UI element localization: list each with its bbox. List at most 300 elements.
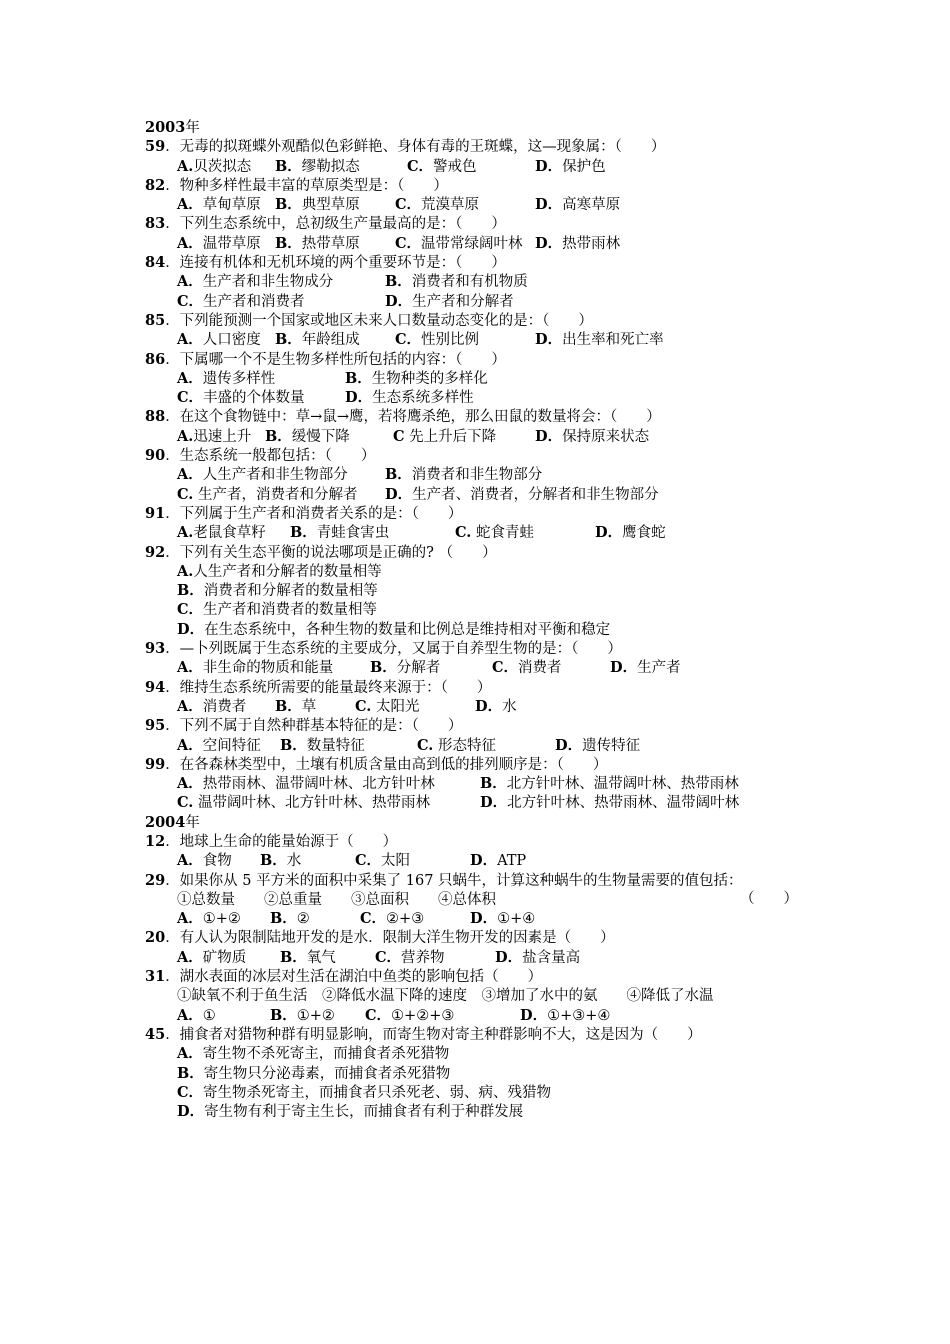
- answer-blank: （ ）: [740, 890, 798, 907]
- option-text: 生产者和消费者的数量相等: [203, 602, 378, 619]
- answer-option: [345, 369, 488, 389]
- question-number: 45: [145, 1025, 166, 1043]
- answer-option: [360, 909, 424, 929]
- answer-option: [385, 272, 528, 292]
- option-letter: B．: [480, 775, 507, 793]
- question-text: ．连接有机体和无机环境的两个重要环节是：（ ）: [165, 255, 506, 272]
- question-number: 59: [145, 138, 166, 156]
- option-text: 消费者和分解者的数量相等: [203, 583, 378, 600]
- question-stem: [145, 446, 825, 465]
- option-letter: D．: [177, 620, 205, 638]
- option-letter: D．: [535, 157, 563, 175]
- option-text: 消费者: [518, 660, 562, 677]
- answer-option: [177, 1102, 523, 1122]
- answer-option: [375, 948, 445, 968]
- option-text: 空间特征: [202, 737, 261, 754]
- option-letter: A.: [177, 562, 194, 580]
- question-number: 99: [145, 755, 166, 773]
- option-row: [145, 427, 825, 446]
- option-text: 热带草原: [301, 235, 360, 252]
- option-letter: A．: [177, 273, 203, 291]
- question-stem: [145, 639, 825, 658]
- option-row: [145, 697, 825, 716]
- option-row: [145, 736, 825, 755]
- option-letter: D．: [535, 331, 563, 349]
- answer-option: [177, 330, 261, 350]
- question-text: ．物种多样性最丰富的草原类型是：（ ）: [165, 177, 448, 194]
- question-text: ．无毒的拟斑蝶外观酷似色彩鲜艳、身体有毒的王斑蝶，这—现象属：（ ）: [165, 139, 666, 156]
- option-text: 鹰食蛇: [622, 525, 666, 542]
- option-letter: C.: [455, 524, 472, 542]
- option-text: 生产者: [637, 660, 681, 677]
- answer-option: [280, 948, 336, 968]
- option-text: 寄生物杀死寄主，而捕食者只杀死老、弱、病、残猎物: [203, 1084, 552, 1101]
- question-number: 93: [145, 640, 166, 658]
- option-text: 北方针叶林、热带雨林、温带阔叶林: [507, 795, 740, 812]
- option-letter: A．: [177, 331, 203, 349]
- answer-option: [177, 736, 261, 756]
- answer-option: [260, 851, 301, 871]
- option-text: 保护色: [562, 158, 606, 175]
- option-text: 太阳光: [371, 698, 420, 715]
- option-text: 先上升后下降: [404, 428, 497, 445]
- answer-option: [177, 157, 251, 177]
- option-text: 生产者和非生物成分: [202, 274, 334, 291]
- answer-option: [177, 1044, 449, 1064]
- year-number: 2003: [145, 119, 186, 136]
- question-text: ．维持生态系统所需要的能量最终来源于：（ ）: [165, 679, 492, 696]
- question-number: 84: [145, 254, 166, 272]
- answer-option: [275, 697, 316, 717]
- option-letter: A．: [177, 775, 203, 793]
- question-stem: [145, 504, 825, 523]
- option-letter: B．: [280, 948, 307, 966]
- option-text: 遗传多样性: [202, 370, 276, 387]
- answer-option: [177, 272, 333, 292]
- question-text: ．—卜列既属于生态系统的主要成分，又属于自养型生物的是：（ ）: [165, 641, 622, 658]
- option-letter: C．: [395, 234, 422, 252]
- option-row: [145, 272, 825, 291]
- option-letter: C．: [177, 389, 204, 407]
- answer-option: [275, 234, 360, 254]
- option-letter: A．: [177, 852, 203, 870]
- answer-option: [177, 890, 496, 910]
- option-letter: B．: [177, 582, 204, 600]
- section-year-heading: [145, 118, 825, 137]
- question-stem: [145, 350, 825, 369]
- answer-option: [385, 292, 514, 312]
- answer-option: [480, 774, 739, 794]
- option-text: 北方针叶林、温带阔叶林、热带雨林: [506, 776, 739, 793]
- question-number: 94: [145, 678, 166, 696]
- option-letter: D．: [470, 910, 498, 928]
- option-text: 寄生物不杀死寄主，而捕食者杀死猎物: [202, 1046, 450, 1063]
- option-row: [145, 1083, 825, 1102]
- question-text: ．生态系统一般都包括：（ ）: [165, 448, 376, 465]
- option-text: 食物: [202, 853, 232, 870]
- option-row: [145, 369, 825, 388]
- option-text: 寄生物只分泌毒素，而捕食者杀死猎物: [203, 1065, 451, 1082]
- answer-option: [475, 697, 517, 717]
- option-text: 缓慢下降: [291, 428, 350, 445]
- option-letter: B．: [275, 234, 302, 252]
- option-letter: D．: [385, 485, 413, 503]
- answer-option: [177, 1083, 551, 1103]
- question-stem: [145, 967, 825, 986]
- option-letter: A．: [177, 466, 203, 484]
- question-stem: [145, 678, 825, 697]
- option-text: 形态特征: [433, 737, 496, 754]
- question-text: ．下列属于生产者和消费者关系的是：（ ）: [165, 505, 463, 522]
- option-row: [145, 157, 825, 176]
- option-letter: C.: [355, 697, 372, 715]
- option-letter: A．: [177, 736, 203, 754]
- option-text: 人口密度: [202, 332, 261, 349]
- option-text: 青蛙食害虫: [316, 525, 390, 542]
- answer-option: [265, 427, 350, 447]
- year-suffix: 年: [185, 120, 200, 136]
- question-text: ．地球上生命的能量始源于（ ）: [165, 833, 398, 850]
- option-row: [145, 292, 825, 311]
- option-row: [145, 890, 825, 909]
- option-letter: B．: [290, 524, 317, 542]
- option-text: 丰盛的个体数量: [203, 390, 305, 407]
- option-text: ATP: [497, 853, 527, 870]
- option-row: [145, 581, 825, 600]
- option-text: 草: [301, 698, 317, 715]
- option-row: [145, 793, 825, 812]
- question-stem: [145, 928, 825, 947]
- option-letter: D．: [345, 389, 373, 407]
- answer-option: [177, 195, 261, 215]
- option-text: 盐含量高: [522, 949, 581, 966]
- option-row: [145, 523, 825, 542]
- question-text: ．下列生态系统中，总初级生产量最高的是：（ ）: [165, 216, 506, 233]
- answer-option: [177, 388, 305, 408]
- answer-option: [355, 851, 410, 871]
- option-row: [145, 909, 825, 928]
- option-letter: C．: [395, 331, 422, 349]
- answer-option: [275, 157, 360, 177]
- answer-option: [365, 1006, 454, 1026]
- option-letter: B．: [260, 852, 287, 870]
- option-text: 消费者和有机物质: [411, 274, 528, 291]
- answer-option: [177, 465, 348, 485]
- question-number: 90: [145, 447, 166, 465]
- answer-option: [370, 658, 440, 678]
- option-letter: A．: [177, 948, 203, 966]
- option-text: 生产者和消费者: [203, 293, 305, 310]
- answer-option: [355, 697, 419, 717]
- option-text: ①总数量 ②总重量 ③总面积 ④总体积: [177, 891, 496, 908]
- answer-option: [393, 427, 496, 447]
- option-letter: B．: [385, 466, 412, 484]
- answer-option: [495, 948, 580, 968]
- question-stem: [145, 543, 825, 562]
- option-row: [145, 1064, 825, 1083]
- answer-option: [492, 658, 562, 678]
- option-row: [145, 485, 825, 504]
- option-text: 热带雨林: [562, 235, 621, 252]
- answer-option: [177, 620, 610, 640]
- question-stem: [145, 137, 825, 156]
- question-number: 92: [145, 543, 166, 561]
- option-letter: A．: [177, 196, 203, 214]
- option-row: [145, 195, 825, 214]
- option-text: ②+③: [386, 911, 425, 928]
- option-row: [145, 388, 825, 407]
- option-letter: A．: [177, 659, 203, 677]
- option-letter: A．: [177, 910, 203, 928]
- option-letter: B．: [177, 1064, 204, 1082]
- answer-option: [177, 600, 377, 620]
- option-text: 温带阔叶林、北方针叶林、热带雨林: [193, 795, 430, 812]
- option-letter: C．: [177, 1083, 204, 1101]
- option-letter: D．: [535, 196, 563, 214]
- question-number: 82: [145, 176, 166, 194]
- year-number: 2004: [145, 813, 186, 831]
- year-suffix: 年: [185, 814, 200, 831]
- option-text: 高寒草原: [562, 197, 621, 214]
- answer-option: [177, 1064, 450, 1084]
- question-stem: [145, 832, 825, 851]
- answer-option: [177, 562, 382, 582]
- answer-option: [595, 523, 666, 543]
- option-text: 出生率和死亡率: [562, 332, 664, 349]
- option-letter: A．: [177, 369, 203, 387]
- answer-option: [470, 909, 535, 929]
- answer-option: [395, 195, 479, 215]
- question-number: 88: [145, 408, 166, 426]
- option-letter: C．: [395, 196, 422, 214]
- option-text: 非生命的物质和能量: [202, 660, 334, 677]
- answer-option: [177, 774, 435, 794]
- option-letter: A.: [177, 427, 194, 445]
- option-text: 数量特征: [306, 737, 365, 754]
- option-text: 消费者和非生物部分: [411, 467, 543, 484]
- answer-option: [407, 157, 477, 177]
- question-stem: [145, 407, 825, 426]
- option-letter: B．: [280, 736, 307, 754]
- answer-option: [270, 1006, 335, 1026]
- option-text: 蛇食青蛙: [471, 525, 534, 542]
- answer-option: [395, 234, 523, 254]
- option-letter: A．: [177, 1006, 203, 1024]
- answer-option: [480, 793, 739, 813]
- option-row: [145, 948, 825, 967]
- answer-option: [555, 736, 640, 756]
- answer-option: [520, 1006, 610, 1026]
- option-letter: C．: [375, 948, 402, 966]
- answer-option: [177, 292, 305, 312]
- option-text: 氧气: [306, 949, 336, 966]
- option-letter: D．: [495, 948, 523, 966]
- option-letter: D．: [595, 524, 623, 542]
- option-letter: C．: [177, 601, 204, 619]
- question-text: ．下属哪一个不是生物多样性所包括的内容：（ ）: [165, 351, 506, 368]
- option-text: 温带草原: [202, 235, 261, 252]
- option-text: 人生产者和非生物部分: [202, 467, 348, 484]
- question-text: ．有人认为限制陆地开发的是水．限制大洋生物开发的因素是（ ）: [165, 930, 615, 947]
- question-number: 29: [145, 871, 166, 889]
- question-stem: [145, 1025, 825, 1044]
- answer-option: [177, 793, 430, 813]
- option-letter: D．: [385, 292, 413, 310]
- option-letter: D．: [535, 427, 563, 445]
- question-stem: [145, 755, 825, 774]
- option-text: ①+④: [497, 911, 536, 928]
- option-text: 遗传特征: [582, 737, 641, 754]
- answer-option: [177, 485, 357, 505]
- option-row: [145, 465, 825, 484]
- option-letter: C．: [365, 1006, 392, 1024]
- option-text: 水: [502, 698, 517, 715]
- option-letter: C．: [407, 157, 434, 175]
- option-text: 年龄组成: [301, 332, 360, 349]
- option-letter: C．: [177, 292, 204, 310]
- option-row: [145, 851, 825, 870]
- question-number: 31: [145, 968, 166, 986]
- option-text: 消费者: [202, 698, 247, 715]
- option-text: 草甸草原: [202, 197, 261, 214]
- option-text: 寄生物有利于寄主生长，而捕食者有利于种群发展: [204, 1104, 524, 1121]
- answer-option: [275, 195, 360, 215]
- document-body: [145, 118, 825, 1121]
- answer-option: [177, 581, 378, 601]
- answer-option: [345, 388, 474, 408]
- answer-option: [535, 157, 606, 177]
- option-text: ①+②: [296, 1007, 335, 1024]
- answer-option: [177, 523, 266, 543]
- option-row: [145, 620, 825, 639]
- option-text: 保持原来状态: [562, 428, 650, 445]
- option-text: 生产者，消费者和分解者: [193, 486, 358, 503]
- option-row: [145, 600, 825, 619]
- option-letter: B．: [275, 331, 302, 349]
- option-letter: B．: [270, 1006, 297, 1024]
- option-letter: C.: [417, 736, 434, 754]
- question-number: 85: [145, 311, 166, 329]
- option-text: 水: [286, 853, 302, 870]
- option-row: [145, 1006, 825, 1025]
- answer-option: [177, 948, 246, 968]
- option-row: [145, 658, 825, 677]
- answer-option: [470, 851, 526, 871]
- option-text: 温带常绿阔叶林: [421, 235, 523, 252]
- option-text: 典型草原: [301, 197, 360, 214]
- option-text: 荒漠草原: [421, 197, 480, 214]
- option-letter: C: [393, 427, 405, 445]
- question-text: ．捕食者对猎物种群有明显影响，而寄生物对寄主种群影响不大，这是因为（ ）: [165, 1026, 702, 1043]
- option-letter: C.: [177, 485, 194, 503]
- answer-option: [177, 851, 232, 871]
- option-row: [145, 562, 825, 581]
- option-text: 贝茨拟态: [193, 158, 252, 175]
- option-row: [145, 774, 825, 793]
- question-text: ．下列不属于自然种群基本特征的是：（ ）: [165, 718, 463, 735]
- option-letter: B．: [265, 427, 292, 445]
- option-letter: B．: [345, 369, 372, 387]
- option-row: [145, 234, 825, 253]
- option-letter: A．: [177, 1045, 203, 1063]
- question-number: 91: [145, 504, 166, 522]
- option-letter: C．: [492, 659, 519, 677]
- option-text: ①: [202, 1007, 216, 1024]
- answer-option: [395, 330, 479, 350]
- answer-option: [270, 909, 310, 929]
- option-text: 热带雨林、温带阔叶林、北方针叶林: [202, 776, 435, 793]
- option-text: 迅速上升: [193, 428, 252, 445]
- question-number: 12: [145, 832, 166, 850]
- answer-option: [535, 234, 620, 254]
- option-letter: A．: [177, 234, 203, 252]
- question-text: ．下列有关生态平衡的说法哪项是正确的? （ ）: [165, 544, 497, 561]
- question-number: 83: [145, 215, 166, 233]
- option-text: 性别比例: [421, 332, 480, 349]
- question-stem: [145, 253, 825, 272]
- question-text: ．在各森林类型中，土壤有机质含量由高到低的排列顺序是：（ ）: [165, 756, 608, 773]
- option-text: 矿物质: [202, 949, 247, 966]
- question-number: 20: [145, 929, 166, 947]
- option-letter: D．: [555, 736, 583, 754]
- answer-option: [417, 736, 496, 756]
- option-text: 太阳: [381, 853, 411, 870]
- answer-option: [290, 523, 389, 543]
- answer-option: [177, 909, 241, 929]
- option-text: 营养物: [401, 949, 445, 966]
- option-row: [145, 330, 825, 349]
- section-year-heading: [145, 813, 825, 832]
- option-letter: D．: [610, 659, 638, 677]
- answer-option: [535, 330, 664, 350]
- option-letter: D．: [535, 234, 563, 252]
- answer-option: [177, 369, 275, 389]
- question-stem: [145, 176, 825, 195]
- answer-option: [177, 986, 714, 1006]
- question-stem: [145, 871, 825, 890]
- question-number: 86: [145, 350, 166, 368]
- option-letter: C．: [355, 852, 382, 870]
- question-text: ．如果你从 5 平方米的面积中采集了 167 只蜗牛，计算这种蜗牛的生物量需要的值包括：: [165, 872, 743, 889]
- option-letter: D．: [480, 794, 508, 812]
- answer-option: [177, 234, 261, 254]
- question-stem: [145, 311, 825, 330]
- option-text: ①+②+③: [391, 1007, 455, 1024]
- option-row: [145, 1102, 825, 1121]
- answer-option: [177, 1006, 216, 1026]
- question-text: ．在这个食物链中：草→鼠→鹰，若将鹰杀绝，那么田鼠的数量将会：（ ）: [165, 409, 661, 426]
- option-text: 分解者: [396, 660, 441, 677]
- option-letter: B．: [275, 196, 302, 214]
- answer-option: [385, 465, 542, 485]
- question-stem: [145, 214, 825, 233]
- question-text: ．湖水表面的冰层对生活在湖泊中鱼类的影响包括（ ）: [165, 969, 543, 986]
- option-letter: B．: [275, 697, 302, 715]
- answer-option: [610, 658, 681, 678]
- option-letter: B．: [270, 910, 297, 928]
- answer-option: [177, 658, 333, 678]
- option-text: 生物种类的多样化: [371, 370, 488, 387]
- answer-option: [177, 427, 251, 447]
- option-letter: D．: [520, 1006, 548, 1024]
- answer-option: [535, 195, 620, 215]
- option-text: 在生态系统中，各种生物的数量和比例总是维持相对平衡和稳定: [204, 621, 611, 638]
- option-letter: C.: [177, 794, 194, 812]
- option-letter: A．: [177, 697, 203, 715]
- option-text: 生产者和分解者: [412, 293, 514, 310]
- option-letter: A.: [177, 157, 194, 175]
- answer-option: [177, 697, 246, 717]
